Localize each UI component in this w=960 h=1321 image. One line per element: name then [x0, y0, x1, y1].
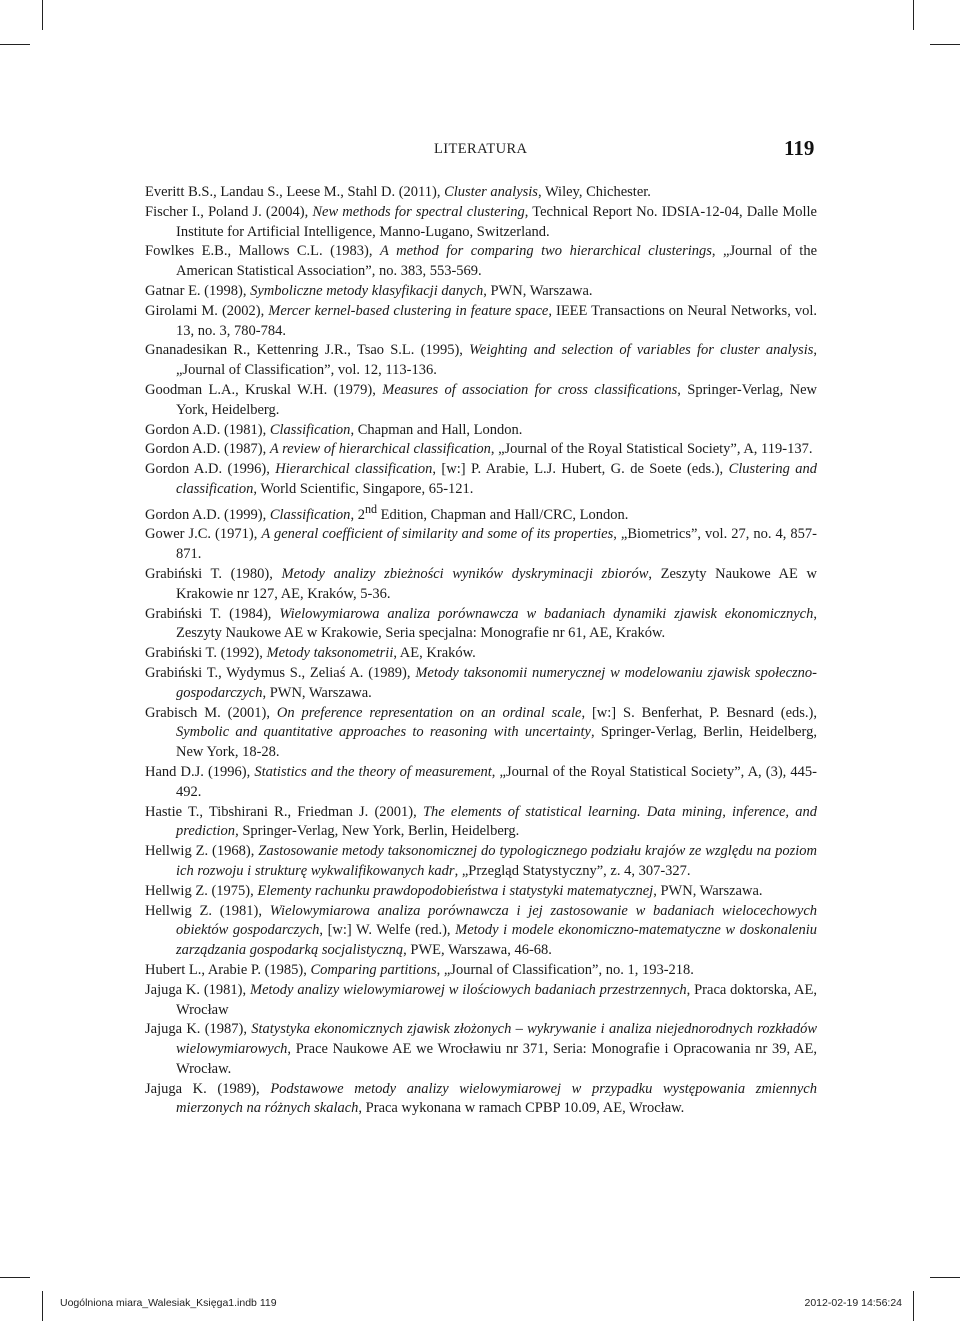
footer-timestamp: 2012-02-19 14:56:24: [804, 1297, 902, 1309]
reference-title: Wielowymiarowa analiza porównawcza w badaniach dynamiki zjawisk ekonomicznych: [279, 605, 814, 622]
reference-text: , [w:] W. Welfe (red.),: [319, 922, 456, 939]
reference-text: Gnanadesikan R., Kettenring J.R., Tsao S.L. (1995),: [145, 342, 470, 359]
crop-mark: [913, 1291, 914, 1321]
reference-entry: [145, 882, 817, 902]
reference-entry: [145, 565, 817, 605]
reference-text: Grabiński T., Wydymus S., Zeliaś A. (1989),: [145, 664, 416, 681]
crop-mark: [0, 1277, 30, 1278]
reference-entry: [145, 440, 817, 460]
reference-text: , Springer-Verlag, New York, Heidelberg.: [176, 381, 817, 418]
reference-title: New methods for spectral clustering: [312, 203, 525, 220]
reference-title: Symbolic and quantitative approaches to reasoning with uncertainty: [176, 724, 591, 741]
reference-text: Fowlkes E.B., Mallows C.L. (1983),: [145, 243, 380, 260]
reference-entry: [145, 644, 817, 664]
reference-title: A method for comparing two hierarchical clusterings: [379, 243, 712, 260]
reference-title: Elementy rachunku prawdopodobieństwa i statystyki matematycznej: [257, 882, 654, 899]
reference-title: Metody i modele ekonomiczno-matematyczne w doskonaleniu zarządzania gospodarką socjalistyczną: [176, 922, 817, 959]
reference-title: Cluster analysis: [444, 184, 538, 200]
reference-text: , IEEE Transactions on Neural Networks, vol. 13, no. 3, 780-784.: [176, 302, 818, 339]
reference-text: , „Journal of Classification”, vol. 12, 113-136.: [176, 342, 817, 379]
reference-text: Gordon A.D. (1987),: [145, 441, 270, 458]
reference-entry: [145, 500, 817, 526]
reference-text: Jajuga K. (1981),: [145, 981, 250, 998]
reference-text: , Springer-Verlag, Berlin, Heidelberg, New York, 18-28.: [176, 724, 817, 761]
reference-text: Grabisch M. (2001),: [145, 704, 277, 721]
crop-mark: [0, 44, 30, 45]
reference-text: Hellwig Z. (1981),: [145, 902, 270, 919]
reference-title: Classification: [269, 421, 351, 438]
reference-entry: [145, 203, 817, 243]
reference-entry: [145, 302, 817, 342]
reference-entry: [145, 341, 817, 381]
reference-text: Gatnar E. (1998),: [145, 282, 251, 299]
reference-title: Wielowymiarowa analiza porównawcza i jej zastosowanie w badaniach wielocechowych obiektów gospodarczych: [176, 902, 818, 939]
reference-text: Goodman L.A., Kruskal W.H. (1979),: [145, 381, 383, 398]
reference-title: Measures of association for cross classifications: [382, 381, 678, 398]
reference-title: A review of hierarchical classification: [269, 441, 491, 458]
reference-text: , „Przegląd Statystyczny”, z. 4, 307-327.: [454, 862, 691, 879]
reference-title: The elements of statistical learning. Data mining, inference, and prediction: [176, 803, 817, 840]
footer-filename: Uogólniona miara_Walesiak_Księga1.indb 119: [60, 1297, 277, 1309]
reference-text: Girolami M. (2002),: [145, 302, 269, 319]
reference-entry: [145, 704, 817, 763]
reference-text: , PWN, Warszawa.: [262, 684, 372, 701]
reference-entry: [145, 183, 817, 203]
reference-entry: [145, 961, 817, 981]
reference-title: Statistics and the theory of measurement: [254, 763, 492, 780]
reference-text: Hubert L., Arabie P. (1985),: [145, 961, 311, 978]
reference-entry: [145, 803, 817, 843]
crop-mark: [930, 44, 960, 45]
reference-title: Mercer kernel-based clustering in feature space: [268, 302, 549, 319]
reference-text: , PWN, Warszawa.: [483, 282, 593, 299]
reference-text: Gordon A.D. (1981),: [145, 421, 270, 438]
reference-text: Edition, Chapman and Hall/CRC, London.: [377, 506, 629, 523]
reference-title: Podstawowe metody analizy wielowymiarowej w przypadku występowania zmiennych mierzonych na różnych skalach: [176, 1080, 817, 1117]
reference-text: , Praca doktorska, AE, Wrocław: [176, 981, 817, 1018]
reference-entry: [145, 242, 817, 282]
page-number: 119: [784, 136, 815, 160]
reference-text: Gordon A.D. (1999),: [145, 506, 270, 523]
reference-text: , PWE, Warszawa, 46-68.: [403, 942, 552, 959]
reference-text: , „Journal of Classification”, no. 1, 193-218.: [436, 961, 694, 978]
reference-text: Jajuga K. (1989),: [145, 1080, 271, 1097]
reference-entry: [145, 902, 817, 961]
reference-text: Hand D.J. (1996),: [145, 763, 255, 780]
reference-text: , Wiley, Chichester.: [537, 184, 651, 200]
reference-text: , AE, Kraków.: [393, 645, 476, 662]
reference-text: , Zeszyty Naukowe AE w Krakowie, Seria specjalna: Monografie nr 61, AE, Kraków.: [176, 605, 817, 642]
reference-entry: [145, 981, 817, 1021]
reference-title: Comparing partitions: [310, 961, 437, 978]
reference-text: , World Scientific, Singapore, 65-121.: [253, 480, 474, 497]
reference-text: , „Biometrics”, vol. 27, no. 4, 857-871.: [176, 526, 817, 563]
reference-text: , Chapman and Hall, London.: [350, 421, 523, 438]
reference-text: Grabiński T. (1992),: [145, 645, 267, 662]
reference-entry: [145, 605, 817, 645]
reference-text: , 2: [350, 506, 365, 523]
reference-entry: [145, 1020, 817, 1079]
reference-entry: [145, 460, 817, 500]
reference-text: Hellwig Z. (1968),: [145, 843, 259, 860]
reference-title: Clustering and classification: [176, 461, 818, 497]
crop-mark: [930, 1277, 960, 1278]
reference-title: Zastosowanie metody taksonomicznej do typologicznego podziału krajów ze względu na poziom ich rozwoju i strukturę wykwalifikowanych kadr: [176, 843, 817, 879]
reference-title: Metody analizy wielowymiarowej w ilościowych badaniach przestrzennych: [250, 981, 687, 998]
reference-title: Metody taksonomii numerycznej w modelowaniu zjawisk społeczno-gospodarczych: [176, 664, 817, 701]
reference-title: Metody taksonometrii: [266, 645, 394, 662]
reference-text: , Praca wykonana w ramach CPBP 10.09, AE, Wrocław.: [358, 1100, 685, 1117]
reference-title: Classification: [269, 506, 351, 523]
reference-entry: [145, 664, 817, 704]
reference-text: , „Journal of the Royal Statistical Society”, A, (3), 445-492.: [176, 763, 817, 800]
reference-entry: [145, 381, 817, 421]
reference-text: Gower J.C. (1971),: [145, 526, 262, 543]
reference-title: Weighting and selection of variables for cluster analysis: [469, 342, 814, 359]
reference-text: , [w:] P. Arabie, L.J. Hubert, G. de Soete (eds.),: [432, 461, 729, 478]
crop-mark: [913, 0, 914, 30]
reference-text: , Technical Report No. IDSIA-12-04, Dalle Molle Institute for Artificial Intelligence, Manno-Lugano, Switzerland.: [176, 203, 817, 240]
reference-text: , Prace Naukowe AE we Wrocławiu nr 371, Seria: Monografie i Opracowania nr 39, AE, Wrocław.: [176, 1041, 817, 1077]
crop-mark: [42, 1291, 43, 1321]
reference-text: Gordon A.D. (1996),: [145, 461, 276, 478]
reference-text: , [w:] S. Benferhat, P. Besnard (eds.),: [581, 704, 817, 721]
reference-entry: [145, 282, 817, 302]
reference-text: Jajuga K. (1987),: [145, 1021, 252, 1038]
reference-title: A general coefficient of similarity and some of its properties: [261, 526, 614, 543]
reference-text: , Zeszyty Naukowe AE w Krakowie nr 127, AE, Kraków, 5-36.: [176, 565, 817, 602]
reference-entry: [145, 525, 817, 565]
reference-title: On preference representation on an ordinal scale: [276, 704, 582, 721]
reference-entry: [145, 763, 817, 803]
reference-text: Hastie T., Tibshirani R., Friedman J. (2001),: [145, 803, 423, 820]
reference-title: Hierarchical classification: [275, 461, 433, 478]
reference-text: , „Journal of the American Statistical Association”, no. 383, 553-569.: [176, 243, 818, 280]
running-header: LITERATURA: [434, 141, 528, 157]
reference-text: , „Journal of the Royal Statistical Society”, A, 119-137.: [490, 441, 813, 458]
reference-entry: [145, 1080, 817, 1120]
reference-text: , PWN, Warszawa.: [653, 882, 763, 899]
reference-title: Metody analizy zbieżności wyników dyskryminacji zbiorów: [281, 565, 649, 582]
reference-entry: [145, 421, 817, 441]
reference-text: Fischer I., Poland J. (2004),: [145, 203, 313, 220]
reference-text: Hellwig Z. (1975),: [145, 882, 258, 899]
reference-text: Everitt B.S., Landau S., Leese M., Stahl D. (2011),: [145, 184, 445, 200]
reference-text: Grabiński T. (1980),: [145, 565, 282, 582]
reference-text: nd: [364, 501, 378, 516]
reference-entry: [145, 842, 817, 882]
crop-mark: [42, 0, 43, 30]
reference-title: Statystyka ekonomicznych zjawisk złożonych – wykrywanie i analiza niejednorodnych rozkładów wielowymiarowych: [176, 1021, 817, 1058]
reference-text: , Springer-Verlag, New York, Berlin, Heidelberg.: [235, 823, 520, 840]
reference-list: [145, 183, 817, 1119]
reference-text: Grabiński T. (1984),: [145, 605, 280, 622]
reference-title: Symboliczne metody klasyfikacji danych: [250, 282, 484, 299]
